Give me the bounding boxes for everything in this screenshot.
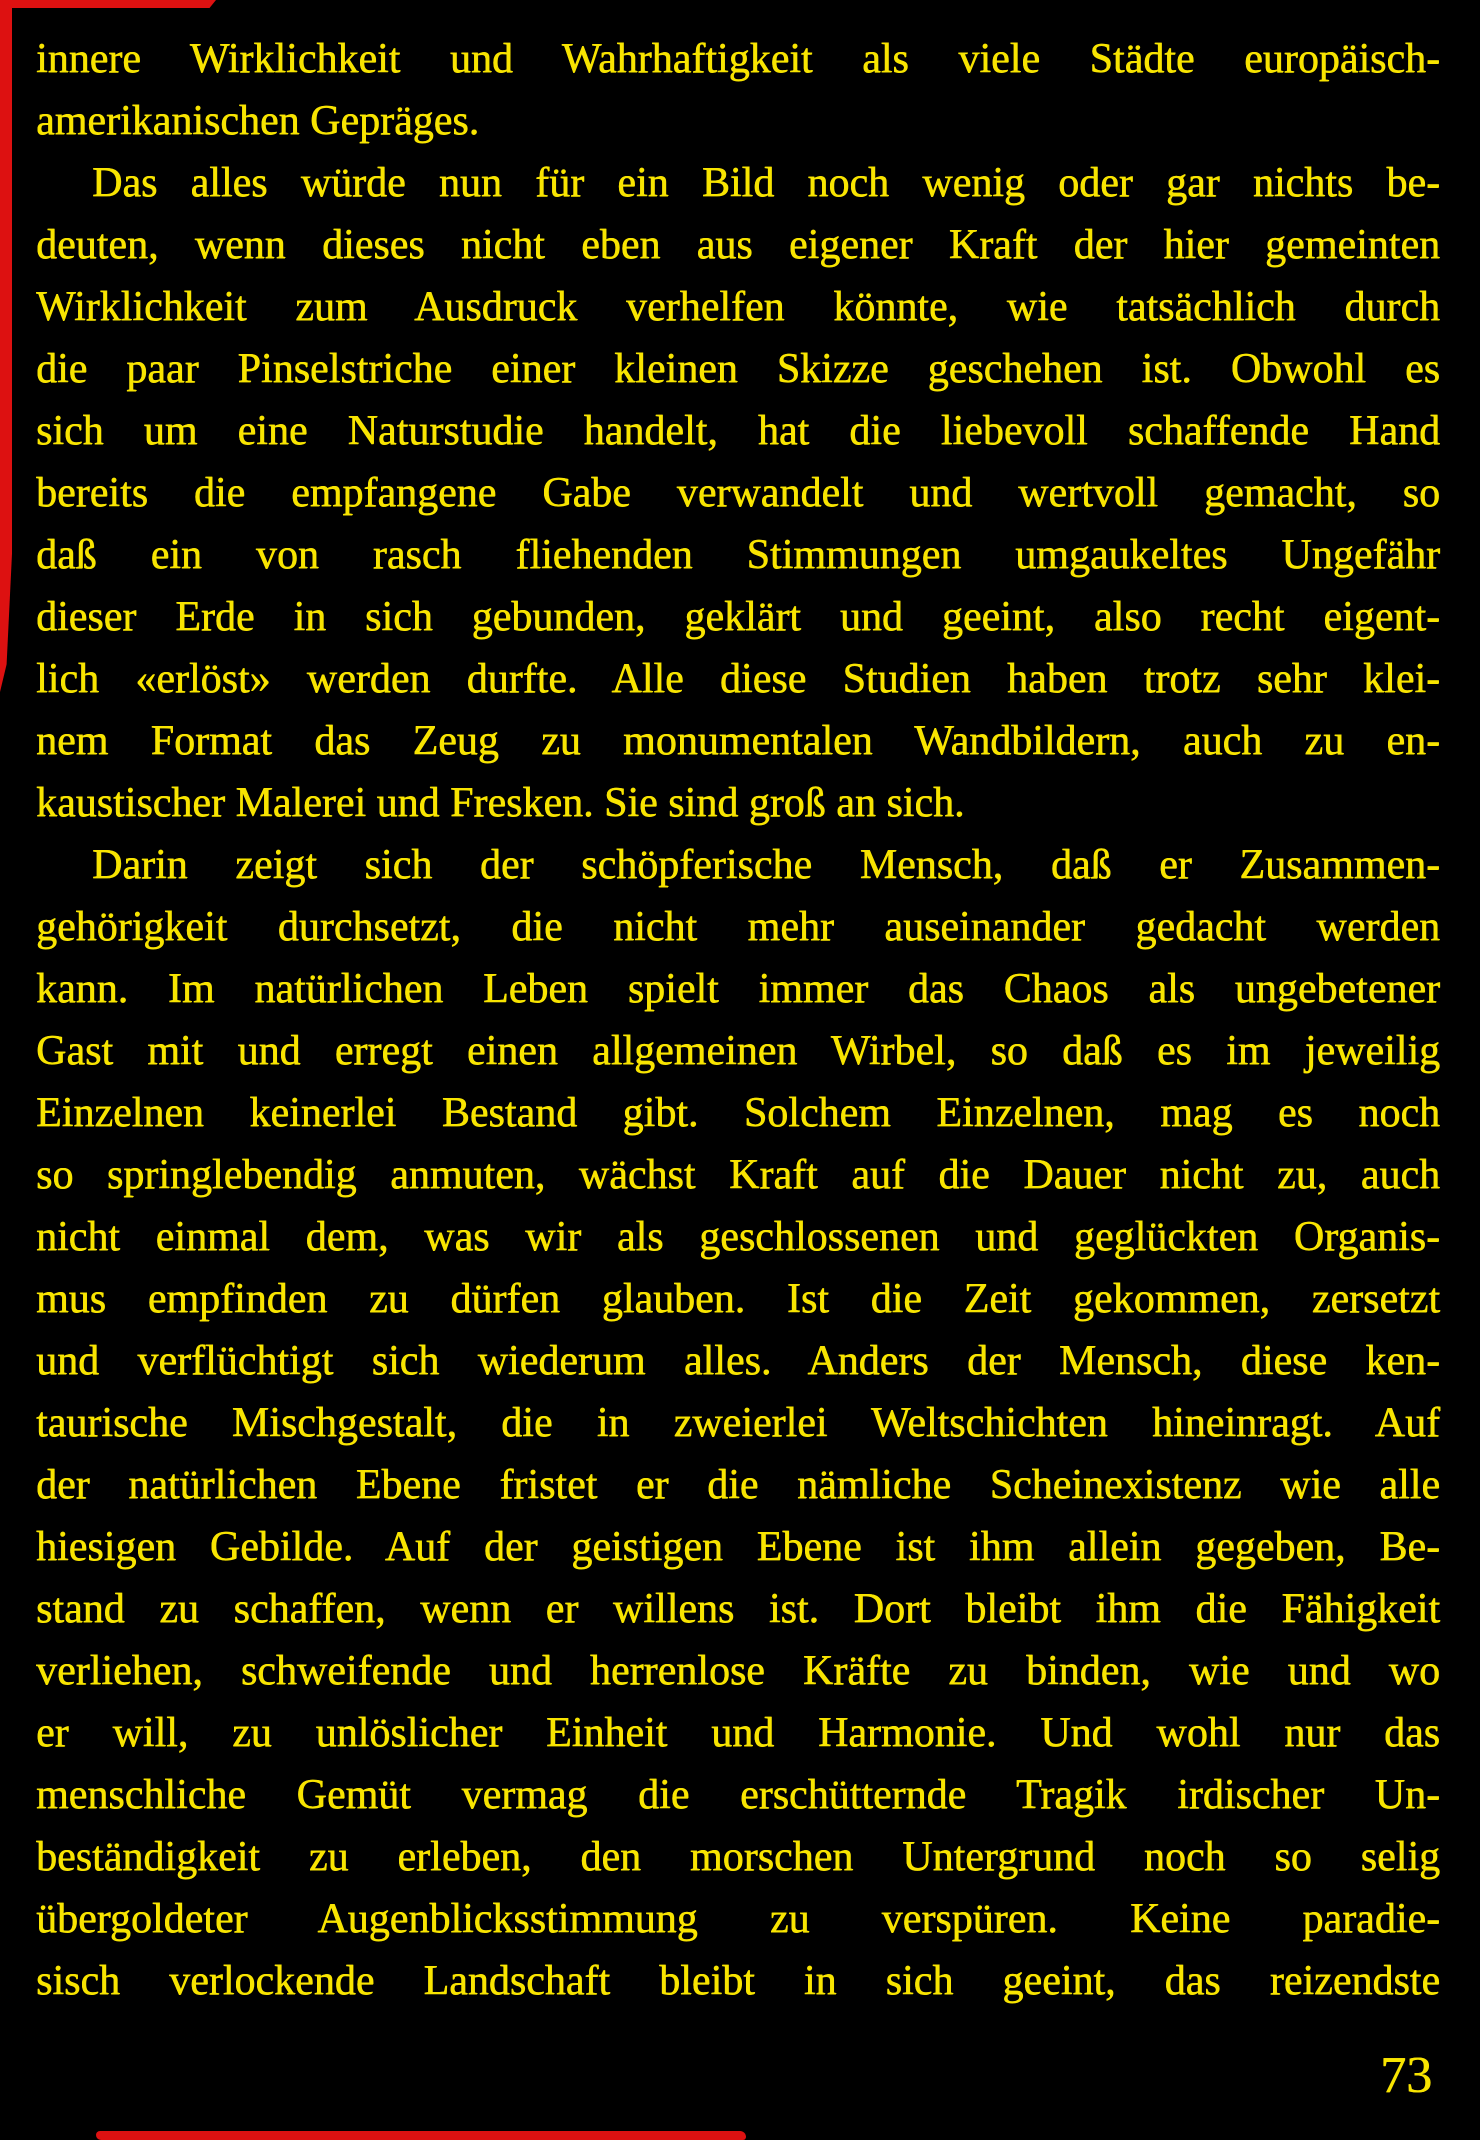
text-line: Wirklichkeit zum Ausdruck verhelfen könnte, wie tatsächlich durch [36, 284, 1440, 330]
text-line: Darin zeigt sich der schöpferische Mensch, daß er Zusammen- [92, 842, 1440, 888]
text-line: beständigkeit zu erleben, den morschen Untergrund noch so selig [36, 1834, 1440, 1880]
text-line: lich «erlöst» werden durfte. Alle diese Studien haben trotz sehr klei- [36, 656, 1440, 702]
text-line: dieser Erde in sich gebunden, geklärt und geeint, also recht eigent- [36, 594, 1440, 640]
text-line: die paar Pinselstriche einer kleinen Skizze geschehen ist. Obwohl es [36, 346, 1440, 392]
text-line: sich um eine Naturstudie handelt, hat die liebevoll schaffende Hand [36, 408, 1440, 454]
body-text [36, 28, 1440, 2012]
text-line: kann. Im natürlichen Leben spielt immer das Chaos als ungebetener [36, 966, 1440, 1012]
text-line: verliehen, schweifende und herrenlose Kräfte zu binden, wie und wo [36, 1648, 1440, 1694]
red-scan-mark-left [0, 0, 12, 692]
red-scan-mark-bottom [96, 2131, 746, 2140]
text-line: innere Wirklichkeit und Wahrhaftigkeit als viele Städte europäisch- [36, 36, 1440, 82]
text-line: Gast mit und erregt einen allgemeinen Wirbel, so daß es im jeweilig [36, 1028, 1440, 1074]
page-number: 73 [1380, 2047, 1432, 2104]
text-line: übergoldeter Augenblicksstimmung zu verspüren. Keine paradie- [36, 1896, 1440, 1942]
text-line: bereits die empfangene Gabe verwandelt und wertvoll gemacht, so [36, 470, 1440, 516]
text-line: nem Format das Zeug zu monumentalen Wandbildern, auch zu en- [36, 718, 1440, 764]
text-line: nicht einmal dem, was wir als geschlossenen und geglückten Organis- [36, 1214, 1440, 1260]
text-line: und verflüchtigt sich wiederum alles. Anders der Mensch, diese ken- [36, 1338, 1440, 1384]
text-line: er will, zu unlöslicher Einheit und Harmonie. Und wohl nur das [36, 1710, 1440, 1756]
text-line: taurische Mischgestalt, die in zweierlei Weltschichten hineinragt. Auf [36, 1400, 1440, 1446]
text-line: Einzelnen keinerlei Bestand gibt. Solchem Einzelnen, mag es noch [36, 1090, 1440, 1136]
text-line: so springlebendig anmuten, wächst Kraft auf die Dauer nicht zu, auch [36, 1152, 1440, 1198]
text-line: der natürlichen Ebene fristet er die nämliche Scheinexistenz wie alle [36, 1462, 1440, 1508]
text-line: sisch verlockende Landschaft bleibt in sich geeint, das reizendste [36, 1958, 1440, 2004]
text-line: gehörigkeit durchsetzt, die nicht mehr auseinander gedacht werden [36, 904, 1440, 950]
text-line: mus empfinden zu dürfen glauben. Ist die Zeit gekommen, zersetzt [36, 1276, 1440, 1322]
text-line: stand zu schaffen, wenn er willens ist. Dort bleibt ihm die Fähigkeit [36, 1586, 1440, 1632]
text-line: daß ein von rasch fliehenden Stimmungen umgaukeltes Ungefähr [36, 532, 1440, 578]
text-line: Das alles würde nun für ein Bild noch wenig oder gar nichts be- [92, 160, 1440, 206]
text-line: amerikanischen Gepräges. [36, 98, 480, 144]
text-line: kaustischer Malerei und Fresken. Sie sind groß an sich. [36, 780, 965, 826]
text-line: menschliche Gemüt vermag die erschütternde Tragik irdischer Un- [36, 1772, 1440, 1818]
text-line: deuten, wenn dieses nicht eben aus eigener Kraft der hier gemeinten [36, 222, 1440, 268]
text-line: hiesigen Gebilde. Auf der geistigen Ebene ist ihm allein gegeben, Be- [36, 1524, 1440, 1570]
red-scan-mark-top [0, 0, 216, 8]
